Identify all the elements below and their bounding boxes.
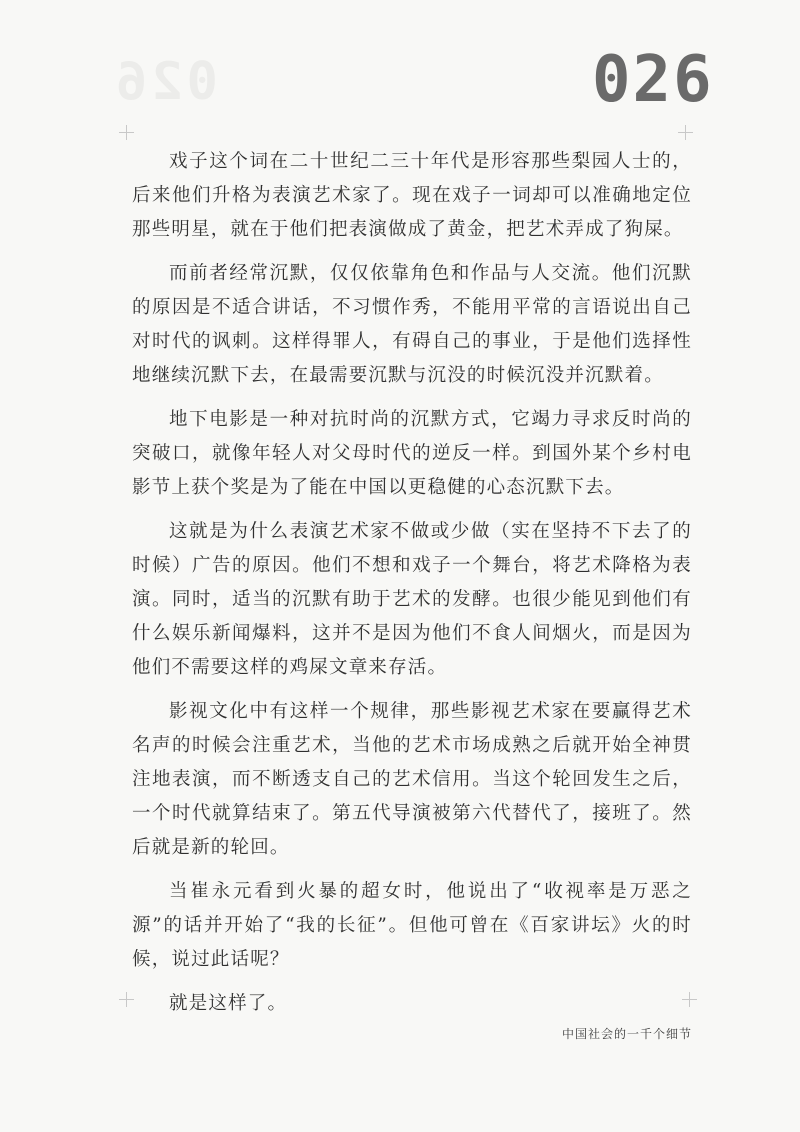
crop-mark-top-left [119, 125, 134, 140]
paragraph: 戏子这个词在二十世纪二三十年代是形容那些梨园人士的，后来他们升格为表演艺术家了。现在戏子一词却可以准确地定位那些明星，就在于他们把表演做成了黄金，把艺术弄成了狗屎。 [132, 151, 692, 240]
crop-mark-top-right [678, 125, 693, 140]
paragraph: 这就是为什么表演艺术家不做或少做（实在坚持不下去了的时候）广告的原因。他们不想和戏子一个舞台，将艺术降格为表演。同时，适当的沉默有助于艺术的发酵。也很少能见到他们有什么娱乐新闻爆料，这并不是因为他们不食人间烟火，而是因为他们不需要这样的鸡屎文章来存活。 [132, 521, 692, 678]
paragraph: 地下电影是一种对抗时尚的沉默方式，它竭力寻求反时尚的突破口，就像年轻人对父母时代的逆反一样。到国外某个乡村电影节上获个奖是为了能在中国以更稳健的心态沉默下去。 [132, 409, 692, 498]
paragraph: 当崔永元看到火暴的超女时，他说出了“收视率是万恶之源”的话并开始了“我的长征”。但他可曾在《百家讲坛》火的时候，说过此话呢？ [132, 881, 692, 970]
paragraph: 而前者经常沉默，仅仅依靠角色和作品与人交流。他们沉默的原因是不适合讲话，不习惯作秀，不能用平常的言语说出自己对时代的讽刺。这样得罪人，有碍自己的事业，于是他们选择性地继续沉默下去，在最需要沉默与沉没的时候沉没并沉默着。 [132, 263, 692, 386]
bleed-through-page-number: 026 [112, 52, 218, 112]
page-number: 026 [592, 43, 714, 117]
running-footer-book-title: 中国社会的一千个细节 [561, 1027, 692, 1041]
paragraph: 就是这样了。 [169, 993, 288, 1014]
body-text [132, 145, 692, 1031]
paragraph: 影视文化中有这样一个规律，那些影视艺术家在要赢得艺术名声的时候会注重艺术，当他的艺术市场成熟之后就开始全神贯注地表演，而不断透支自己的艺术信用。当这个轮回发生之后，一个时代就算结束了。第五代导演被第六代替代了，接班了。然后就是新的轮回。 [132, 701, 692, 858]
